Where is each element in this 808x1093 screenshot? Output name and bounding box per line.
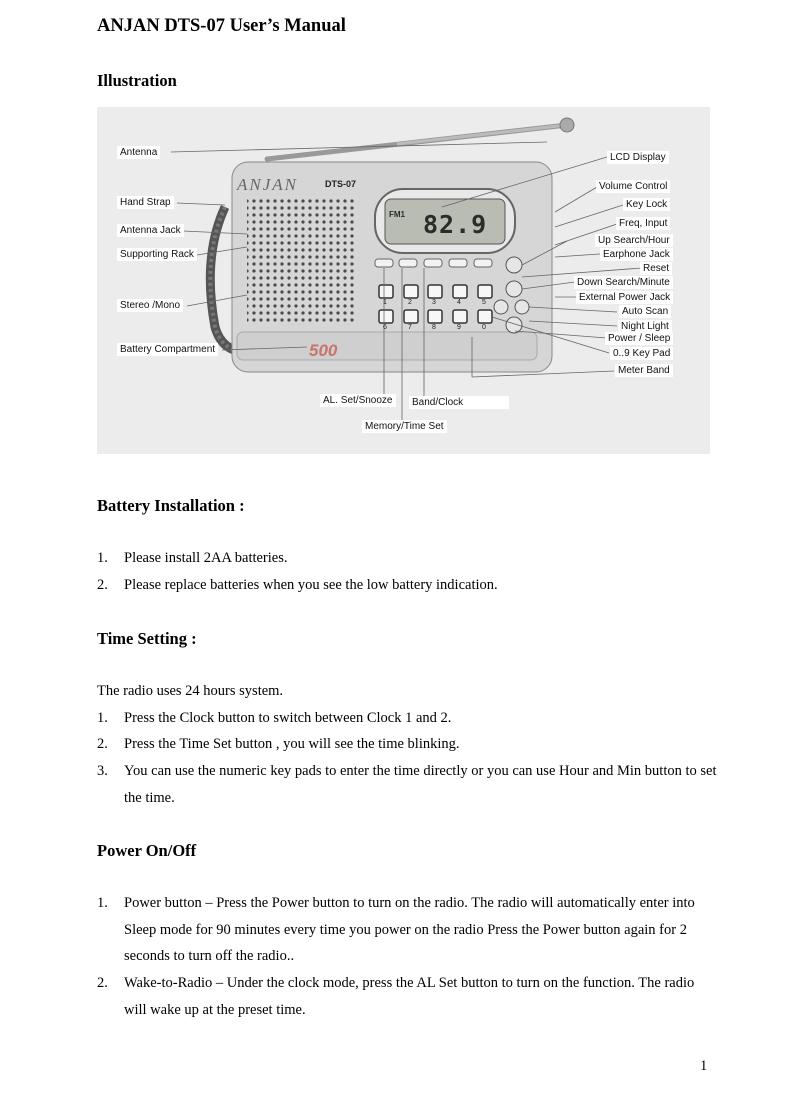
label-auto-scan: Auto Scan (619, 305, 671, 318)
list-text: Please install 2AA batteries. (124, 550, 288, 566)
radio-model-label: DTS-07 (325, 179, 357, 189)
keypad-digit: 5 (482, 299, 486, 306)
power-item-1 (97, 890, 717, 970)
label-up-search-hour: Up Search/Hour (595, 234, 673, 247)
label-al-set-snooze: AL. Set/Snooze (320, 394, 396, 407)
label-power-sleep: Power / Sleep (605, 332, 673, 345)
label-external-power-jack: External Power Jack (576, 291, 673, 304)
list-number: 2. (97, 736, 108, 752)
label-key-pad: 0..9 Key Pad (610, 347, 673, 360)
time-setting-item-2 (97, 731, 717, 758)
label-band-clock: Band/Clock (409, 396, 509, 409)
keypad-digit: 6 (383, 324, 387, 331)
time-setting-item-3 (97, 758, 717, 811)
page-number: 1 (700, 1058, 708, 1074)
time-setting-heading: Time Setting : (97, 629, 197, 648)
label-key-lock: Key Lock (623, 198, 670, 211)
list-text: Please replace batteries when you see the low battery indication. (124, 577, 498, 593)
label-lcd-display: LCD Display (607, 151, 669, 164)
list-text: You can use the numeric key pads to enter the time directly or you can use Hour and Min button to set the time. (124, 763, 717, 806)
keypad-digit: 0 (482, 324, 486, 331)
list-text: Wake-to-Radio – Under the clock mode, press the AL Set button to turn on the function. The radio will wake up at the preset time. (124, 975, 695, 1018)
label-freq-input: Freq, Input (616, 217, 670, 230)
time-setting-item-1 (97, 705, 717, 732)
keypad-digit: 4 (457, 299, 461, 306)
label-supporting-rack: Supporting Rack (117, 248, 197, 261)
battery-heading: Battery Installation : (97, 496, 245, 515)
label-night-light: Night Light (618, 320, 672, 333)
list-number: 2. (97, 577, 108, 593)
label-battery-compartment: Battery Compartment (117, 343, 218, 356)
keypad-digit: 1 (383, 299, 387, 306)
label-reset: Reset (640, 262, 672, 275)
keypad-digit: 2 (408, 299, 412, 306)
document-title: ANJAN DTS-07 User’s Manual (97, 16, 346, 36)
radio-badge-500: 500 (309, 341, 338, 360)
label-earphone-jack: Earphone Jack (600, 248, 673, 261)
label-meter-band: Meter Band (615, 364, 673, 377)
power-heading: Power On/Off (97, 841, 197, 860)
label-memory-time-set: Memory/Time Set (362, 420, 447, 433)
lcd-frequency-readout: 82.9 (423, 210, 488, 239)
radio-brand-logo: ANJAN (237, 175, 298, 194)
list-number: 1. (97, 550, 108, 566)
power-item-2 (97, 970, 717, 1023)
keypad-digit: 8 (432, 324, 436, 331)
list-text: Power button – Press the Power button to turn on the radio. The radio will automatically enter into Sleep mode for 90 minutes every time you power on the radio Press the Power button again for 2 seconds to turn off the radio.. (124, 895, 695, 964)
radio-illustration (97, 107, 710, 454)
label-down-search-minute: Down Search/Minute (574, 276, 673, 289)
label-hand-strap: Hand Strap (117, 196, 174, 209)
label-antenna: Antenna (117, 146, 160, 159)
list-number: 1. (97, 710, 108, 726)
list-number: 1. (97, 895, 108, 911)
keypad-digit: 3 (432, 299, 436, 306)
illustration-heading: Illustration (97, 71, 177, 90)
list-text: Press the Time Set button , you will see the time blinking. (124, 736, 460, 752)
time-setting-intro: The radio uses 24 hours system. (97, 683, 284, 699)
label-volume-control: Volume Control (596, 180, 670, 193)
battery-item-2 (97, 572, 717, 599)
keypad-digit: 9 (457, 324, 461, 331)
battery-item-1 (97, 545, 717, 572)
label-antenna-jack: Antenna Jack (117, 224, 184, 237)
list-text: Press the Clock button to switch between Clock 1 and 2. (124, 710, 452, 726)
list-number: 3. (97, 763, 108, 779)
list-number: 2. (97, 975, 108, 991)
label-stereo-mono: Stereo /Mono (117, 299, 183, 312)
keypad-digit: 7 (408, 324, 412, 331)
lcd-band-indicator: FM1 (389, 210, 405, 219)
